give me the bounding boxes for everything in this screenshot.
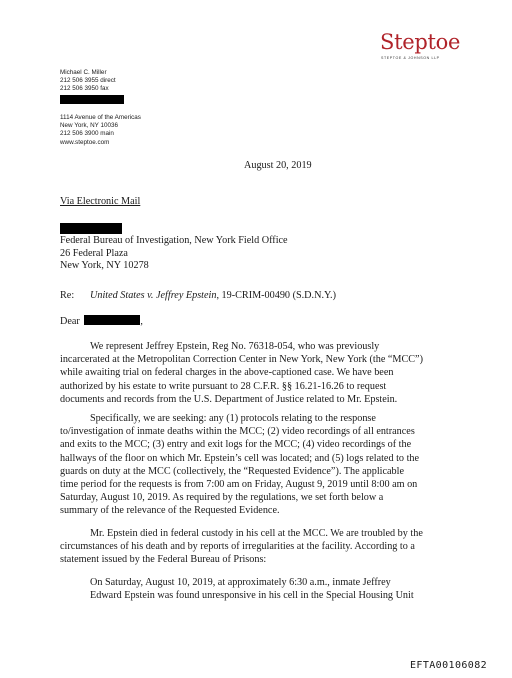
paragraph-line: We represent Jeffrey Epstein, Reg No. 76318-054, who was previously — [90, 341, 380, 352]
document-id: EFTA00106082 — [410, 660, 488, 671]
sender-name: Michael C. Miller — [60, 69, 107, 76]
salutation-dear: Dear — [60, 316, 80, 327]
paragraph-line: Saturday, August 10, 2019. As required by the regulations, we set forth below a — [60, 492, 384, 504]
letter-date: August 20, 2019 — [244, 160, 312, 171]
paragraph-line: On Saturday, August 10, 2019, at approximately 6:30 a.m., inmate Jeffrey — [90, 577, 391, 588]
quoted-statement — [90, 576, 460, 602]
paragraph-line: Edward Epstein was found unresponsive in his cell in the Special Housing Unit — [90, 590, 414, 602]
paragraph-line: authorized by his estate to write pursuant to 28 C.F.R. §§ 16.21-16.26 to request — [60, 380, 387, 392]
recipient-city: New York, NY 10278 — [60, 260, 149, 271]
office-main-phone: 212 506 3900 main — [60, 130, 114, 138]
office-website: www.steptoe.com — [60, 138, 110, 146]
redaction-bar — [60, 95, 124, 104]
paragraph-line: circumstances of his death and by reports of irregularities at the facility. According to a — [60, 541, 415, 553]
recipient-street: 26 Federal Plaza — [60, 247, 128, 259]
body-paragraph-3 — [60, 527, 460, 567]
recipient-org: Federal Bureau of Investigation, New York Field Office — [60, 235, 288, 246]
re-label: Re: — [60, 290, 75, 301]
steptoe-logo-subtitle: STEPTOE & JOHNSON LLP — [381, 56, 440, 60]
paragraph-line: time period for the requests is from 7:00 am on Friday, August 9, 2019 until 8:00 am on — [60, 479, 418, 491]
paragraph-line: while awaiting trial on federal charges in the above-captioned case. We have been — [60, 367, 394, 379]
paragraph-line: to/investigation of inmate deaths within the MCC; (2) video recordings of all entrances — [60, 426, 415, 438]
paragraph-line: guards on duty at the MCC (collectively, the “Requested Evidence”). The applicable — [60, 465, 404, 477]
paragraph-line: documents and records from the U.S. Department of Justice related to Mr. Epstein. — [60, 393, 398, 405]
salutation — [60, 315, 143, 327]
sender-direct-phone: 212 506 3955 direct — [60, 77, 116, 84]
delivery-method: Via Electronic Mail — [60, 196, 141, 207]
office-street: 1114 Avenue of the Americas — [60, 114, 141, 121]
re-case-name: United States v. Jeffrey Epstein — [90, 290, 217, 301]
body-paragraph-1 — [60, 340, 460, 406]
paragraph-line: statement issued by the Federal Bureau of Prisons: — [60, 554, 267, 566]
paragraph-line: Mr. Epstein died in federal custody in his cell at the MCC. We are troubled by the — [90, 528, 423, 539]
paragraph-line: and exits to the MCC; (3) entry and exit logs for the MCC; (4) video recordings of the — [60, 439, 412, 451]
salutation-comma: , — [140, 316, 143, 327]
re-docket: , 19-CRIM-00490 (S.D.N.Y.) — [216, 290, 336, 301]
re-subject — [90, 290, 336, 301]
redaction-bar — [84, 315, 140, 325]
office-city: New York, NY 10036 — [60, 122, 118, 130]
paragraph-line: hallways of the floor on which Mr. Epstein’s cell was located; and (5) logs related to the — [60, 452, 420, 464]
paragraph-line: incarcerated at the Metropolitan Correction Center in New York, New York (the “MCC”) — [60, 354, 423, 366]
office-address — [60, 114, 141, 147]
sender-fax: 212 506 3950 fax — [60, 85, 109, 92]
sender-block — [60, 69, 116, 93]
redaction-bar — [60, 223, 122, 234]
body-paragraph-2 — [60, 412, 460, 518]
steptoe-logo: Steptoe — [380, 30, 461, 54]
recipient-address — [60, 235, 288, 273]
paragraph-line: summary of the relevance of the Requested Evidence. — [60, 505, 280, 517]
paragraph-line: Specifically, we are seeking: any (1) protocols relating to the response — [90, 413, 376, 424]
